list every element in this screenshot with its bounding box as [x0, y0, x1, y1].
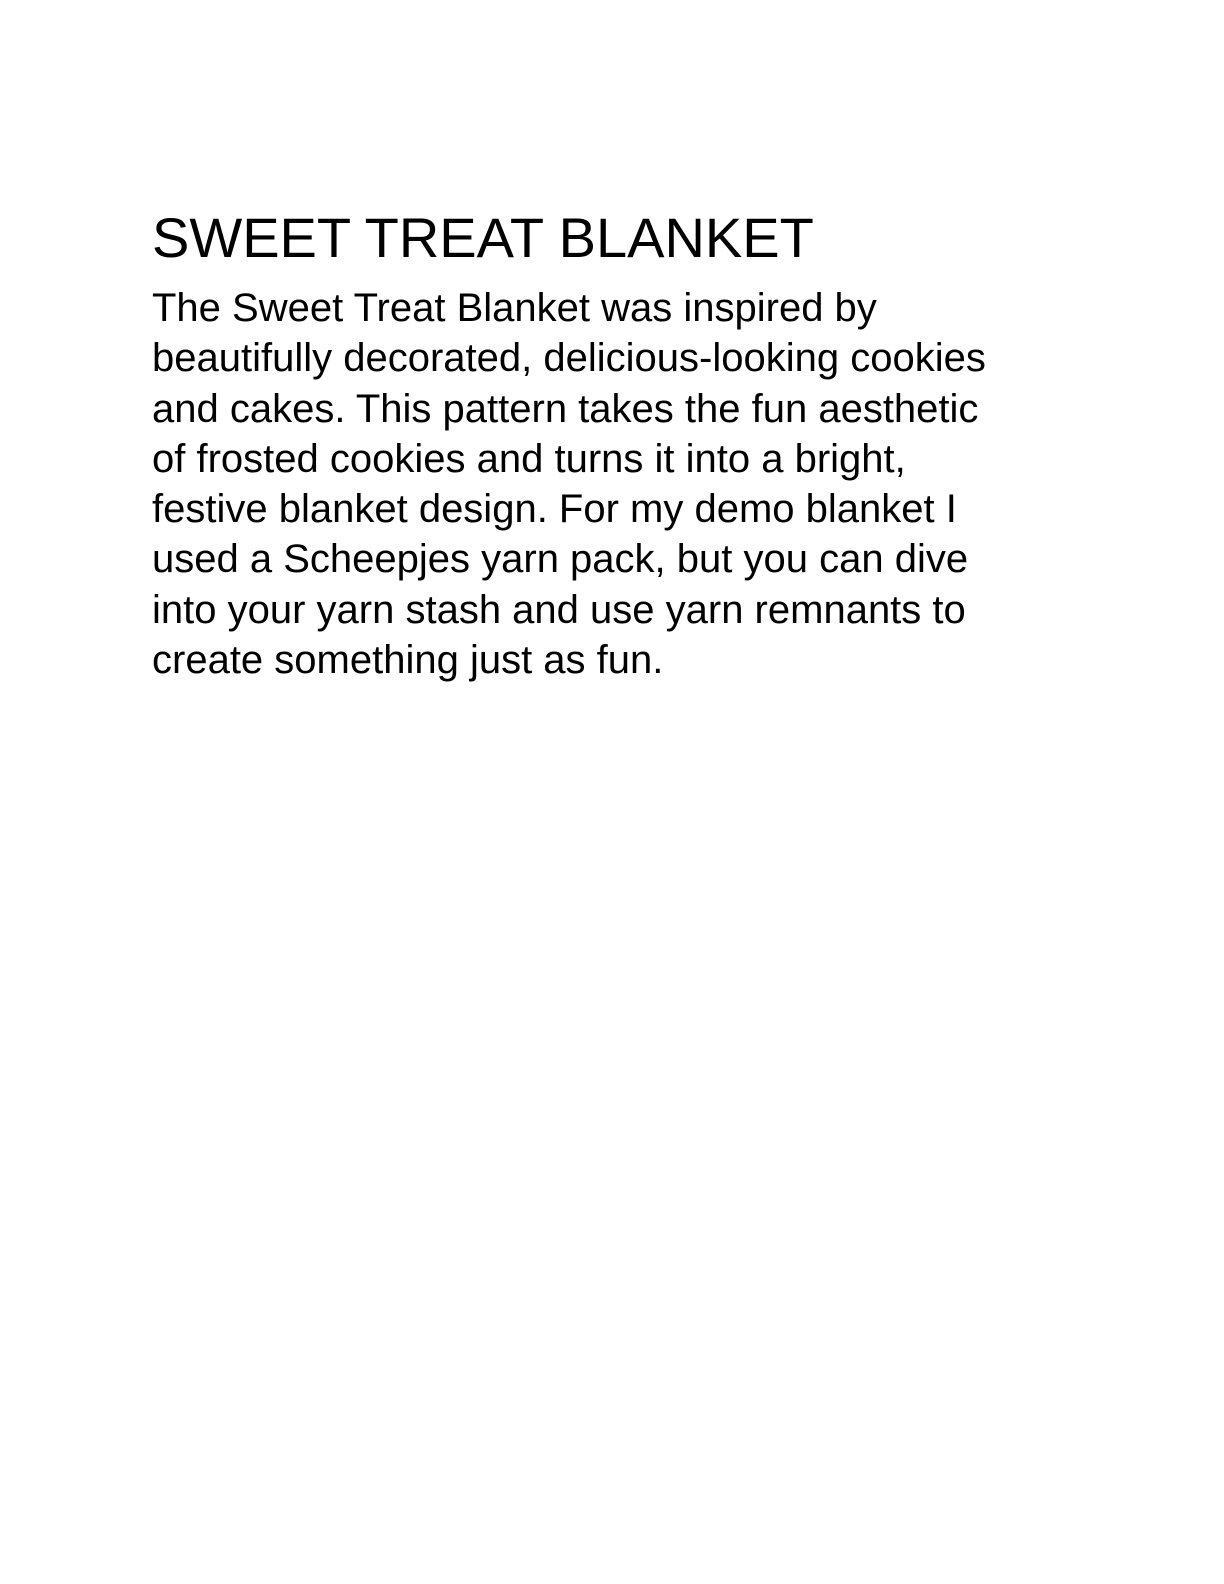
- document-content: [152, 205, 1052, 685]
- paragraph-line: used a Scheepjes yarn pack, but you can dive: [152, 537, 969, 582]
- document-title: SWEET TREAT BLANKET: [152, 206, 814, 269]
- paragraph-line: festive blanket design. For my demo blanket I: [152, 487, 957, 532]
- paragraph-line: beautifully decorated, delicious-looking cookies: [152, 336, 986, 381]
- paragraph-line: into your yarn stash and use yarn remnants to: [152, 587, 966, 632]
- paragraph-line: of frosted cookies and turns it into a bright,: [152, 436, 906, 481]
- paragraph-line: The Sweet Treat Blanket was inspired by: [152, 286, 877, 330]
- paragraph-line: and cakes. This pattern takes the fun aesthetic: [152, 386, 979, 431]
- intro-paragraph: [152, 283, 1052, 685]
- paragraph-line: create something just as fun.: [152, 638, 664, 683]
